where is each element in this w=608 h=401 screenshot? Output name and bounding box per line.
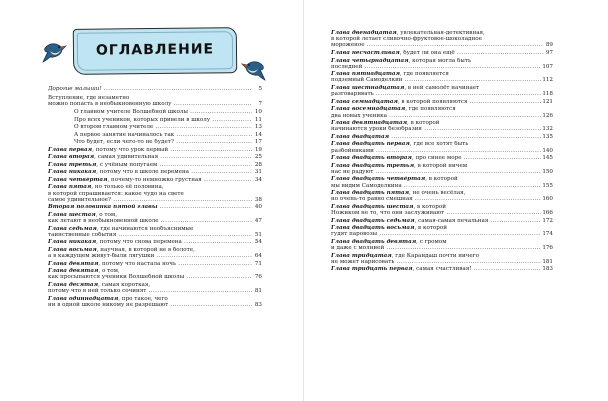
chapter-label: Глава одиннадцатая — [48, 295, 119, 302]
toc-entry-title: Что будет, если чего-то не будет? ..... — [74, 139, 252, 145]
chapter-subtitle: , самая счастливая! — [412, 266, 472, 273]
toc-page-number: 174 — [542, 231, 553, 238]
toc-entry — [48, 226, 262, 238]
toc-entry — [331, 163, 553, 175]
chapter-label: Глава двадцать четвёртая — [331, 176, 426, 183]
chapter-subtitle: , в которой — [425, 176, 458, 183]
toc-entry-title: как летают в необыкновенной школе ..... — [48, 218, 252, 224]
chapter-label: Глава пятнадцатая — [331, 71, 400, 78]
toc-entry — [331, 50, 553, 56]
toc-page-number: 89 — [545, 42, 553, 49]
chapter-subtitle: , потому что настала ночь — [98, 260, 177, 267]
toc-page-number: 132 — [542, 126, 553, 133]
toc-entry-title: два новых ученика ..... — [331, 113, 541, 119]
chapter-subtitle: , про такое, чего — [118, 295, 168, 302]
title-banner — [73, 27, 237, 75]
toc-left-column — [48, 86, 262, 310]
chapter-label: Глава третья — [48, 161, 97, 168]
toc-entry — [331, 253, 553, 265]
chapter-label: Глава пятая — [48, 184, 92, 191]
toc-entry-title: разбойниками ..... — [331, 148, 541, 154]
chapter-label: Глава четырнадцатая — [331, 57, 409, 64]
toc-entry-title: Вступление, где незаметно — [48, 95, 130, 102]
toc-entry-title: но очень-то равно смешная ..... — [331, 196, 541, 202]
chapter-label: Глава двадцать вторая — [331, 155, 412, 162]
chapter-label: Глава двадцать третья — [331, 162, 415, 169]
toc-page-number: 118 — [542, 91, 553, 98]
chapter-subtitle: , самая-самая печальная — [414, 217, 489, 224]
toc-page-number: 17 — [254, 139, 262, 146]
toc-entry — [48, 95, 262, 107]
toc-entry-title: как просыпаются ученики Волшебной школы ..... — [48, 274, 252, 280]
chapter-label: Глава седьмая — [48, 225, 97, 232]
chapter-label: Глава несчастливая — [331, 49, 400, 56]
toc-entry — [48, 261, 262, 267]
toc-entry — [331, 120, 553, 132]
toc-entry-title: О главном учителе Волшебной школы ..... — [74, 109, 252, 115]
toc-entry — [48, 212, 262, 224]
toc-entry-title: мы видим Самоделкина ..... — [331, 183, 541, 189]
toc-page-number: 126 — [542, 112, 553, 119]
toc-entry-title: мороженое ..... — [331, 42, 543, 48]
toc-page-number: 19 — [254, 146, 262, 153]
toc-entry-title: таинственные события ..... — [48, 232, 252, 238]
chapter-subtitle: , с учёным попугаем — [96, 161, 158, 168]
toc-page-number: 176 — [542, 245, 553, 252]
bird-icon — [240, 58, 266, 82]
toc-entry-title: О втором главном учителе ..... — [74, 124, 252, 130]
chapter-subtitle: , но только её половина, — [91, 184, 164, 191]
toc-entry-title: и даже с молнией ..... — [331, 245, 541, 251]
toc-page-number: 25 — [254, 154, 262, 161]
chapter-label: Глава девятая — [48, 268, 99, 275]
toc-entry — [331, 58, 553, 70]
toc-entry-title: потому что в ней только сочинят ..... — [48, 288, 252, 294]
chapter-label: Глава двадцать шестая — [331, 203, 414, 210]
chapter-subtitle: , потому что снова перемена — [96, 239, 182, 246]
toc-entry — [331, 71, 553, 83]
chapter-label: Глава двадцатая — [331, 133, 390, 140]
toc-entry-title — [331, 266, 541, 272]
chapter-subtitle: , самая удивительная — [94, 154, 159, 161]
chapter-label: Глава двенадцатая — [331, 30, 397, 36]
toc-page-number: 97 — [545, 49, 553, 56]
chapter-subtitle: , о том, — [95, 211, 118, 218]
chapter-label: Глава никакая — [48, 239, 97, 246]
toc-page-number: 166 — [542, 210, 553, 217]
toc-page-number: 28 — [254, 161, 262, 168]
toc-page-number: 76 — [254, 274, 262, 281]
toc-entry — [48, 177, 262, 183]
toc-page-number: 54 — [254, 239, 262, 246]
toc-entry-title: последней ..... — [331, 64, 541, 70]
toc-entry — [331, 176, 553, 188]
toc-entry — [48, 132, 262, 138]
chapter-subtitle: , самая короткая, — [98, 282, 151, 289]
toc-entry — [331, 30, 553, 49]
chapter-label: Глава девятнадцатая — [331, 120, 408, 127]
toc-entry-title: не может нарисовать ..... — [331, 259, 541, 265]
chapter-label: Глава десятая — [48, 282, 99, 289]
toc-page-number: 112 — [542, 77, 553, 84]
chapter-label: Глава двадцать первая — [331, 141, 410, 148]
toc-entry — [331, 134, 553, 140]
chapter-subtitle: , будет ли она ещё — [399, 49, 455, 56]
page-title: ОГЛАВЛЕНИЕ — [95, 41, 215, 59]
toc-entry — [331, 218, 553, 224]
toc-page-number: 145 — [542, 155, 553, 162]
chapter-subtitle: , где все хотят быть — [409, 141, 469, 148]
toc-page-number: 71 — [254, 260, 262, 267]
toc-entry-title: начинаются уроки безобразия ..... — [331, 126, 541, 132]
toc-entry-title — [331, 134, 541, 140]
toc-page-number: 160 — [542, 196, 553, 203]
chapter-subtitle: , увлекательная-детективная, — [396, 30, 485, 36]
toc-entry-title: а в каждущем живут-были лягушки ..... — [48, 253, 252, 259]
toc-entry-title — [48, 169, 252, 175]
toc-right-column — [331, 30, 553, 274]
toc-entry-title — [331, 50, 543, 56]
toc-page-number: 121 — [542, 98, 553, 105]
toc-page-number: 14 — [254, 131, 262, 138]
chapter-label: Глава двадцать девятая — [331, 238, 417, 245]
toc-entry — [48, 282, 262, 294]
toc-entry — [331, 204, 553, 216]
toc-page-number: 7 — [258, 101, 262, 108]
toc-entry — [48, 117, 262, 123]
chapter-subtitle: , о том, — [98, 268, 120, 275]
toc-entry — [48, 86, 262, 92]
toc-entry — [331, 106, 553, 118]
toc-entry — [331, 190, 553, 202]
toc-page-number: 11 — [254, 116, 262, 123]
toc-entry — [48, 296, 262, 308]
chapter-label: Глава шестнадцатая — [331, 85, 405, 91]
toc-entry — [331, 85, 553, 97]
toc-page-number: 107 — [542, 63, 553, 70]
toc-entry — [48, 169, 262, 175]
chapter-label: Глава семнадцатая — [331, 98, 398, 105]
toc-page-number: 5 — [258, 86, 262, 92]
toc-entry — [331, 155, 553, 161]
toc-entry-title — [48, 154, 252, 160]
chapter-label: Глава двадцать восьмая — [331, 225, 415, 232]
toc-entry — [48, 184, 262, 203]
toc-page-number: 47 — [254, 218, 262, 225]
toc-page-number: 81 — [254, 288, 262, 295]
chapter-subtitle: , про синее море — [411, 155, 462, 162]
chapter-subtitle: , в которой появляются — [397, 98, 468, 105]
toc-page-number: 40 — [254, 204, 262, 211]
chapter-subtitle: , научная, в которой не в болоте, — [96, 246, 195, 253]
toc-entry-title: Дорогие малыши! ..... — [48, 86, 252, 92]
toc-page-number: 150 — [542, 168, 553, 175]
chapter-label: Глава тридцать первая — [331, 266, 413, 273]
toc-page-number: 31 — [254, 169, 262, 176]
toc-page-number: 38 — [254, 196, 262, 203]
toc-entry — [48, 247, 262, 259]
toc-entry-title — [48, 239, 252, 245]
toc-entry — [48, 162, 262, 168]
toc-entry-title: в которой спрашивается: какое чудо на свете — [48, 190, 184, 197]
chapter-subtitle: , потому что в школе перемена — [96, 169, 190, 176]
chapter-subtitle: , в которой — [413, 203, 446, 210]
toc-page-number: 140 — [542, 147, 553, 154]
toc-entry — [48, 204, 262, 210]
chapter-subtitle: , в которой — [407, 120, 440, 127]
chapter-subtitle: , в которой ничем — [414, 162, 468, 169]
toc-entry-title — [48, 162, 252, 168]
chapter-subtitle: , не очень весёлая, — [409, 190, 466, 197]
toc-entry-title: в которой летает сливочно-фруктовое-шоколадное — [331, 36, 482, 43]
toc-entry-title: А первое занятие начиналось так ..... — [74, 132, 252, 138]
chapter-label: Глава восемнадцатая — [331, 106, 406, 113]
toc-entry-title — [331, 155, 541, 161]
toc-entry — [48, 147, 262, 153]
toc-entry-title — [48, 261, 252, 267]
toc-entry-title — [331, 218, 541, 224]
toc-entry-title: Про всех учеников, которых привели в школу ..... — [74, 117, 252, 123]
chapter-subtitle: , почему-то немножко грустная — [107, 176, 202, 183]
toc-entry — [331, 225, 553, 237]
chapter-subtitle: , где Карандаш почти ничего — [391, 252, 479, 259]
toc-entry — [331, 239, 553, 251]
toc-entry — [331, 141, 553, 153]
chapter-subtitle: , где появляется — [399, 71, 449, 78]
chapter-label: Глава вторая — [48, 154, 95, 161]
toc-entry-title: подземный Самоделкин ..... — [331, 77, 541, 83]
chapter-subtitle: , где появляются — [405, 106, 456, 113]
chapter-label: Глава девятая — [48, 260, 99, 267]
toc-entry — [48, 109, 262, 115]
toc-entry-title: Ножиком не то, что они заслуживают ..... — [331, 210, 541, 216]
toc-entry — [331, 266, 553, 272]
toc-entry — [48, 124, 262, 130]
toc-page-number: 10 — [254, 108, 262, 115]
chapter-subtitle: , в которой — [414, 225, 447, 232]
chapter-label: Глава тридцатая — [331, 252, 392, 259]
chapter-label: Глава двадцать пятая — [331, 190, 410, 197]
toc-page-number: 181 — [542, 258, 553, 265]
chapter-subtitle: , где начинаются необъяснимые — [96, 225, 194, 232]
chapter-subtitle: , с громом — [416, 238, 447, 245]
toc-page-number: 155 — [542, 182, 553, 189]
toc-entry-title — [331, 99, 541, 105]
toc-entry-title: разговаривать ..... — [331, 91, 541, 97]
toc-page-number: 183 — [542, 266, 553, 273]
page-gutter — [303, 0, 304, 401]
toc-page-number: 13 — [254, 124, 262, 131]
toc-page-number: 64 — [254, 253, 262, 260]
chapter-label: Глава двадцать седьмая — [331, 217, 415, 224]
bird-icon — [42, 40, 68, 64]
chapter-label: Глава четвёртая — [48, 176, 108, 183]
chapter-subtitle: , потому что урок первый — [92, 146, 169, 153]
toc-entry — [48, 139, 262, 145]
toc-page-number: 83 — [254, 301, 262, 308]
chapter-label: Глава восьмая — [48, 246, 97, 253]
toc-entry-title — [48, 204, 252, 210]
toc-entry — [331, 99, 553, 105]
toc-entry-title — [48, 147, 252, 153]
chapter-label: Вторая половинка пятой главы — [48, 204, 158, 211]
chapter-label: Глава шестая — [48, 211, 96, 218]
chapter-subtitle: , которая могла быть — [408, 57, 472, 64]
chapter-subtitle: , в ней самолёт начинает — [404, 85, 480, 91]
chapter-label: Глава первая — [48, 146, 93, 153]
toc-entry — [48, 154, 262, 160]
chapter-label: Глава никакая — [48, 169, 97, 176]
toc-page-number: 51 — [254, 231, 262, 238]
toc-entry-title: нас не радуют ..... — [331, 169, 541, 175]
toc-entry-title: самое удивительное? ..... — [48, 197, 252, 203]
toc-page-number: 34 — [254, 176, 262, 183]
toc-entry-title — [48, 177, 252, 183]
toc-entry-title: ни в одной школе никому не разрешают ..... — [48, 302, 252, 308]
toc-page-number: 135 — [542, 133, 553, 140]
toc-entry-title: гудят паровозы ..... — [331, 231, 541, 237]
toc-entry-title: можно попасть в необыкновенную школу ..... — [48, 101, 252, 107]
toc-entry — [48, 268, 262, 280]
toc-entry — [48, 239, 262, 245]
toc-page-number: 172 — [542, 217, 553, 224]
